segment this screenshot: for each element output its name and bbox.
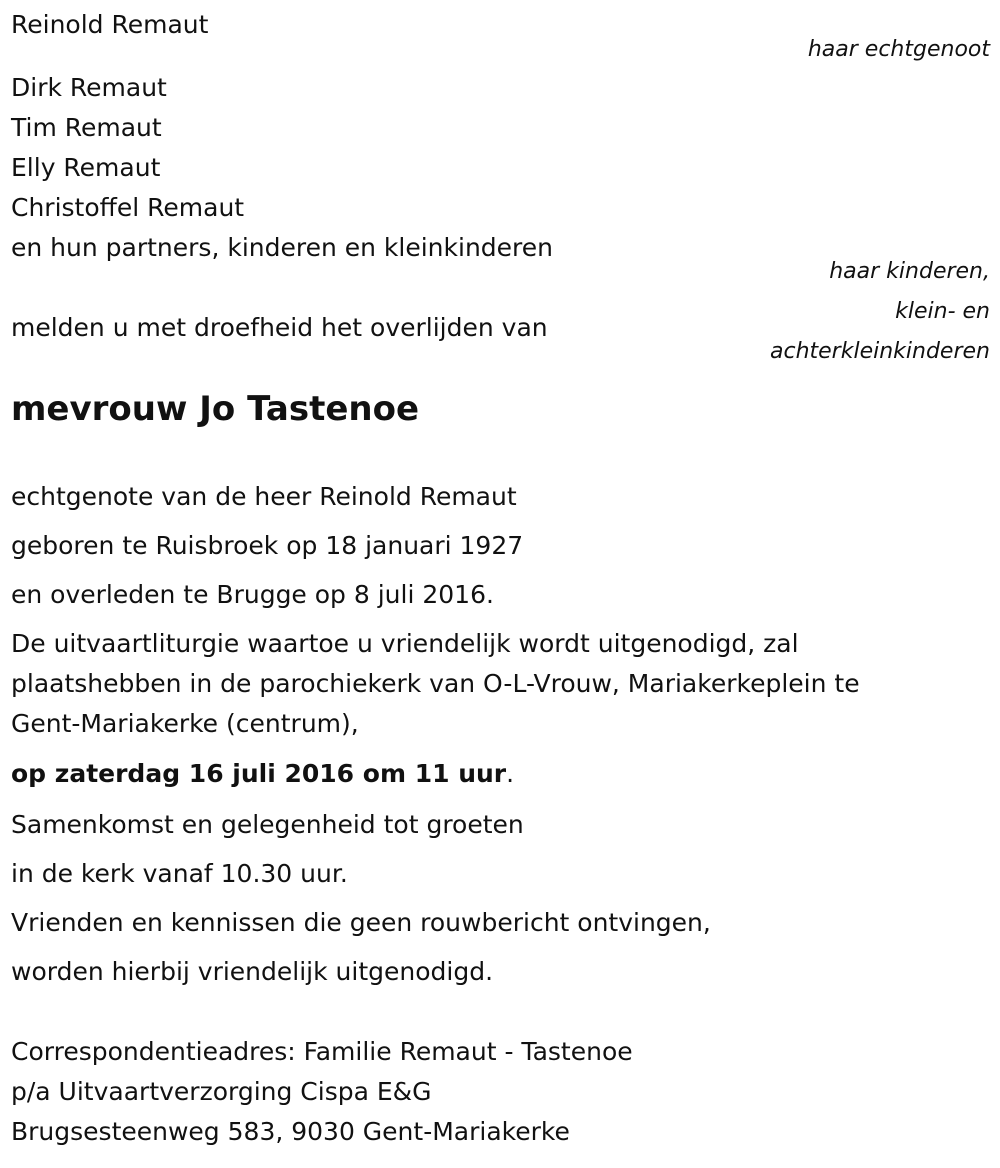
child-name: Elly Remaut xyxy=(11,153,161,182)
correspondence-line: Correspondentieadres: Familie Remaut - Tastenoe xyxy=(11,1037,633,1066)
born-line: geboren te Ruisbroek op 18 januari 1927 xyxy=(11,531,524,560)
children-role-line: achterkleinkinderen xyxy=(770,339,990,364)
child-name: Tim Remaut xyxy=(11,113,162,142)
gathering-line: Samenkomst en gelegenheid tot groeten xyxy=(11,810,524,839)
child-name: Dirk Remaut xyxy=(11,73,167,102)
family-extended: en hun partners, kinderen en kleinkinderen xyxy=(11,233,554,262)
funeral-date xyxy=(11,759,514,789)
spouse-role: haar echtgenoot xyxy=(807,37,990,62)
announcement: melden u met droefheid het overlijden van xyxy=(11,313,548,342)
funeral-date-bold: op zaterdag 16 juli 2016 om 11 uur xyxy=(11,759,507,788)
spouse-name: Reinold Remaut xyxy=(11,10,209,39)
liturgy-line: De uitvaartliturgie waartoe u vriendelijk wordt uitgenodigd, zal xyxy=(11,629,799,658)
liturgy-line: Gent-Mariakerke (centrum), xyxy=(11,709,359,738)
invite-line: Vrienden en kennissen die geen rouwbericht ontvingen, xyxy=(11,908,711,937)
died-line: en overleden te Brugge op 8 juli 2016. xyxy=(11,580,494,609)
invite-line: worden hierbij vriendelijk uitgenodigd. xyxy=(11,957,494,986)
correspondence-line: Brugsesteenweg 583, 9030 Gent-Mariakerke xyxy=(11,1117,570,1146)
liturgy-line: plaatshebben in de parochiekerk van O-L-Vrouw, Mariakerkeplein te xyxy=(11,669,860,698)
gathering-time: in de kerk vanaf 10.30 uur. xyxy=(11,859,348,888)
children-role-line: klein- en xyxy=(895,299,990,324)
children-role-line: haar kinderen, xyxy=(829,259,990,284)
spouse-line: echtgenote van de heer Reinold Remaut xyxy=(11,482,517,511)
deceased-name: mevrouw Jo Tastenoe xyxy=(11,389,419,429)
child-name: Christoffel Remaut xyxy=(11,193,245,222)
funeral-date-suffix: . xyxy=(506,759,515,788)
correspondence-line: p/a Uitvaartverzorging Cispa E&G xyxy=(11,1077,432,1106)
